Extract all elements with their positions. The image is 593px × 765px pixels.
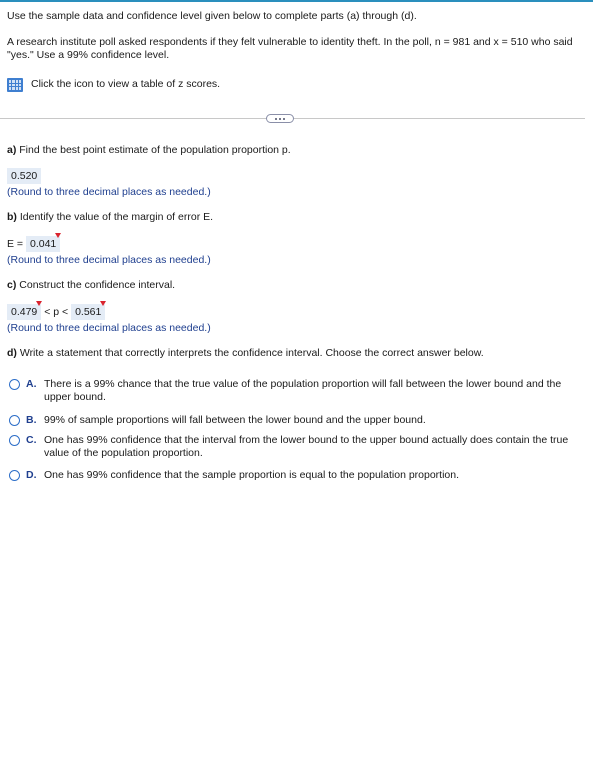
option-b-letter: B. [26, 414, 37, 426]
top-accent-line [0, 0, 593, 2]
part-d-label: d) [7, 347, 17, 359]
incorrect-flag-icon [100, 301, 106, 306]
part-c-label: c) [7, 279, 17, 291]
part-b-answer-field[interactable] [26, 236, 60, 252]
option-a-text[interactable]: There is a 99% chance that the true value of the population proportion will fall between the lower bound and the upper bound. [44, 378, 562, 403]
interval-inequality-text: < p < [44, 306, 69, 318]
part-a-question [7, 144, 291, 156]
instructions-text: Use the sample data and confidence level given below to complete parts (a) through (d). [7, 10, 417, 22]
dot-icon [283, 118, 285, 120]
part-b-label: b) [7, 211, 17, 223]
option-a-radio[interactable] [9, 379, 20, 390]
part-a-label: a) [7, 144, 17, 156]
part-a-question-text: Find the best point estimate of the population proportion p. [19, 144, 291, 156]
part-d-question-text: Write a statement that correctly interprets the confidence interval. Choose the correct answer below. [19, 347, 484, 359]
incorrect-flag-icon [55, 233, 61, 238]
part-c-answer-row [7, 304, 105, 320]
part-c-question-text: Construct the confidence interval. [19, 279, 176, 291]
part-b-question [7, 211, 213, 223]
option-d-letter: D. [26, 469, 37, 481]
dot-icon [275, 118, 277, 120]
lower-bound-value: 0.479 [11, 306, 38, 318]
option-c-text[interactable]: One has 99% confidence that the interval from the lower bound to the upper bound actually does contain the true value of the population proportion. [44, 434, 569, 459]
incorrect-flag-icon [36, 301, 42, 306]
upper-bound-value: 0.561 [75, 306, 102, 318]
part-b-question-text: Identify the value of the margin of error E. [19, 211, 214, 223]
part-c-hint: (Round to three decimal places as needed.) [7, 322, 211, 334]
part-b-hint: (Round to three decimal places as needed.) [7, 254, 211, 266]
dot-icon [279, 118, 281, 120]
option-c-letter: C. [26, 434, 37, 446]
option-d-text[interactable]: One has 99% confidence that the sample proportion is equal to the population proportion. [44, 469, 460, 481]
option-b-radio[interactable] [9, 415, 20, 426]
part-a-answer-field[interactable] [7, 168, 41, 184]
problem-text: A research institute poll asked respondents if they felt vulnerable to identity theft. In the poll, n = 981 and x = 510 who said "yes." Use a 99% confidence level. [7, 36, 573, 61]
part-c-upper-field[interactable] [71, 304, 105, 320]
part-a-hint: (Round to three decimal places as needed.) [7, 186, 211, 198]
part-c-question [7, 279, 175, 291]
part-b-answer-row [7, 236, 60, 252]
part-a-answer-value: 0.520 [11, 170, 38, 182]
option-a-letter: A. [26, 378, 37, 390]
margin-of-error-prefix: E = [7, 238, 24, 250]
option-d-radio[interactable] [9, 470, 20, 481]
z-table-icon[interactable] [7, 78, 23, 92]
expand-more-button[interactable] [266, 114, 294, 123]
part-d-question [7, 347, 484, 359]
part-b-answer-value: 0.041 [29, 238, 57, 250]
option-c-radio[interactable] [9, 435, 20, 446]
option-b-text[interactable]: 99% of sample proportions will fall between the lower bound and the upper bound. [44, 414, 426, 426]
z-table-link-text: Click the icon to view a table of z scores. [31, 78, 221, 90]
part-c-lower-field[interactable] [7, 304, 41, 320]
part-a-answer-row [7, 168, 41, 184]
